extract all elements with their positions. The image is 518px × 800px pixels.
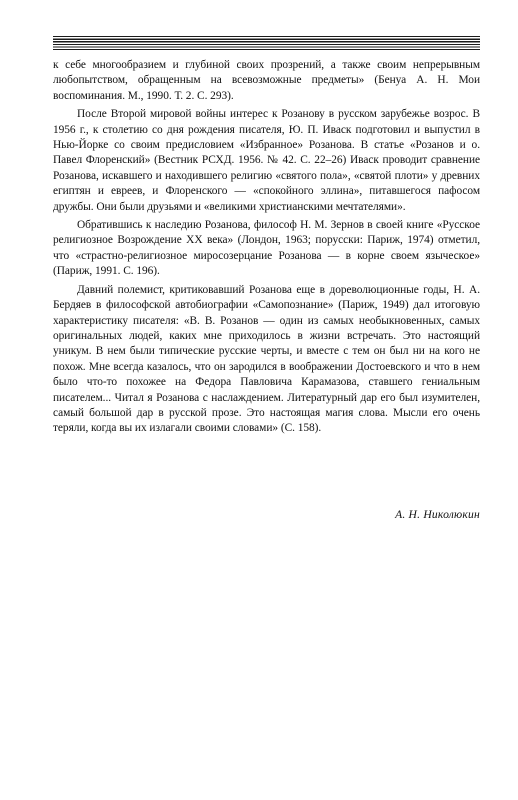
paragraph-continuation: к себе многообразием и глубиной своих прозрений, а также своим непрерывным любопытством, обращенным на всевозможные предметы» (Бенуа А. Н. Мои воспоминания. М., 1990. Т. 2. С. 293). — [53, 59, 480, 102]
author-signature: А. Н. Николюкин — [395, 508, 480, 521]
page-body — [53, 58, 480, 437]
paragraph-zernov: Обратившись к наследию Розанова, философ Н. М. Зернов в своей книге «Русское религиозное Возрождение XX века» (Лондон, 1963; порусски: Париж, 1974) отметил, что «страстно-религиозное миросозерцание Розанова — в корне своем языческое» (Париж, 1991. С. 196). — [53, 219, 480, 278]
paragraph-ivask: После Второй мировой войны интерес к Розанову в русском зарубежье возрос. В 1956 г., к столетию со дня рождения писателя, Ю. П. Иваск подготовил и выпустил в Нью-Йорке со своим предисловием «Избранное» Розанова. В статье «Розанов и о. Павел Флоренский» (Вестник РСХД. 1956. № 42. С. 22–26) Иваск проводит сравнение Розанова, искавшего и находившего религию «святого пола», «святой плоти» у древних египтян и евреев, и Флоренского — «спокойного эллина», питавшегося пафосом дружбы. Они были друзьями и «великими христианскими мечтателями». — [53, 108, 480, 213]
paragraph-berdyaev: Давний полемист, критиковавший Розанова еще в дореволюционные годы, Н. А. Бердяев в философской автобиографии «Самопознание» (Париж, 1949) дал итоговую характеристику писателя: «В. В. Розанов — один из самых необыкновенных, самых оригинальных людей, каких мне приходилось в жизни встречать. Это настоящий уникум. В нем были типические русские черты, и вместе с тем он был ни на кого не похож. Мне всегда казалось, что он зародился в воображении Достоевского и что в нем было что-то похожее на Федора Павловича Карамазова, ставшего гениальным писателем... Читал я Розанова с наслаждением. Литературный дар его был изумителен, самый большой дар в русской прозе. Это настоящая магия слова. Мысли его очень теряли, когда вы их излагали своими словами» (С. 158). — [53, 283, 480, 435]
header-decorative-rule — [53, 36, 480, 50]
